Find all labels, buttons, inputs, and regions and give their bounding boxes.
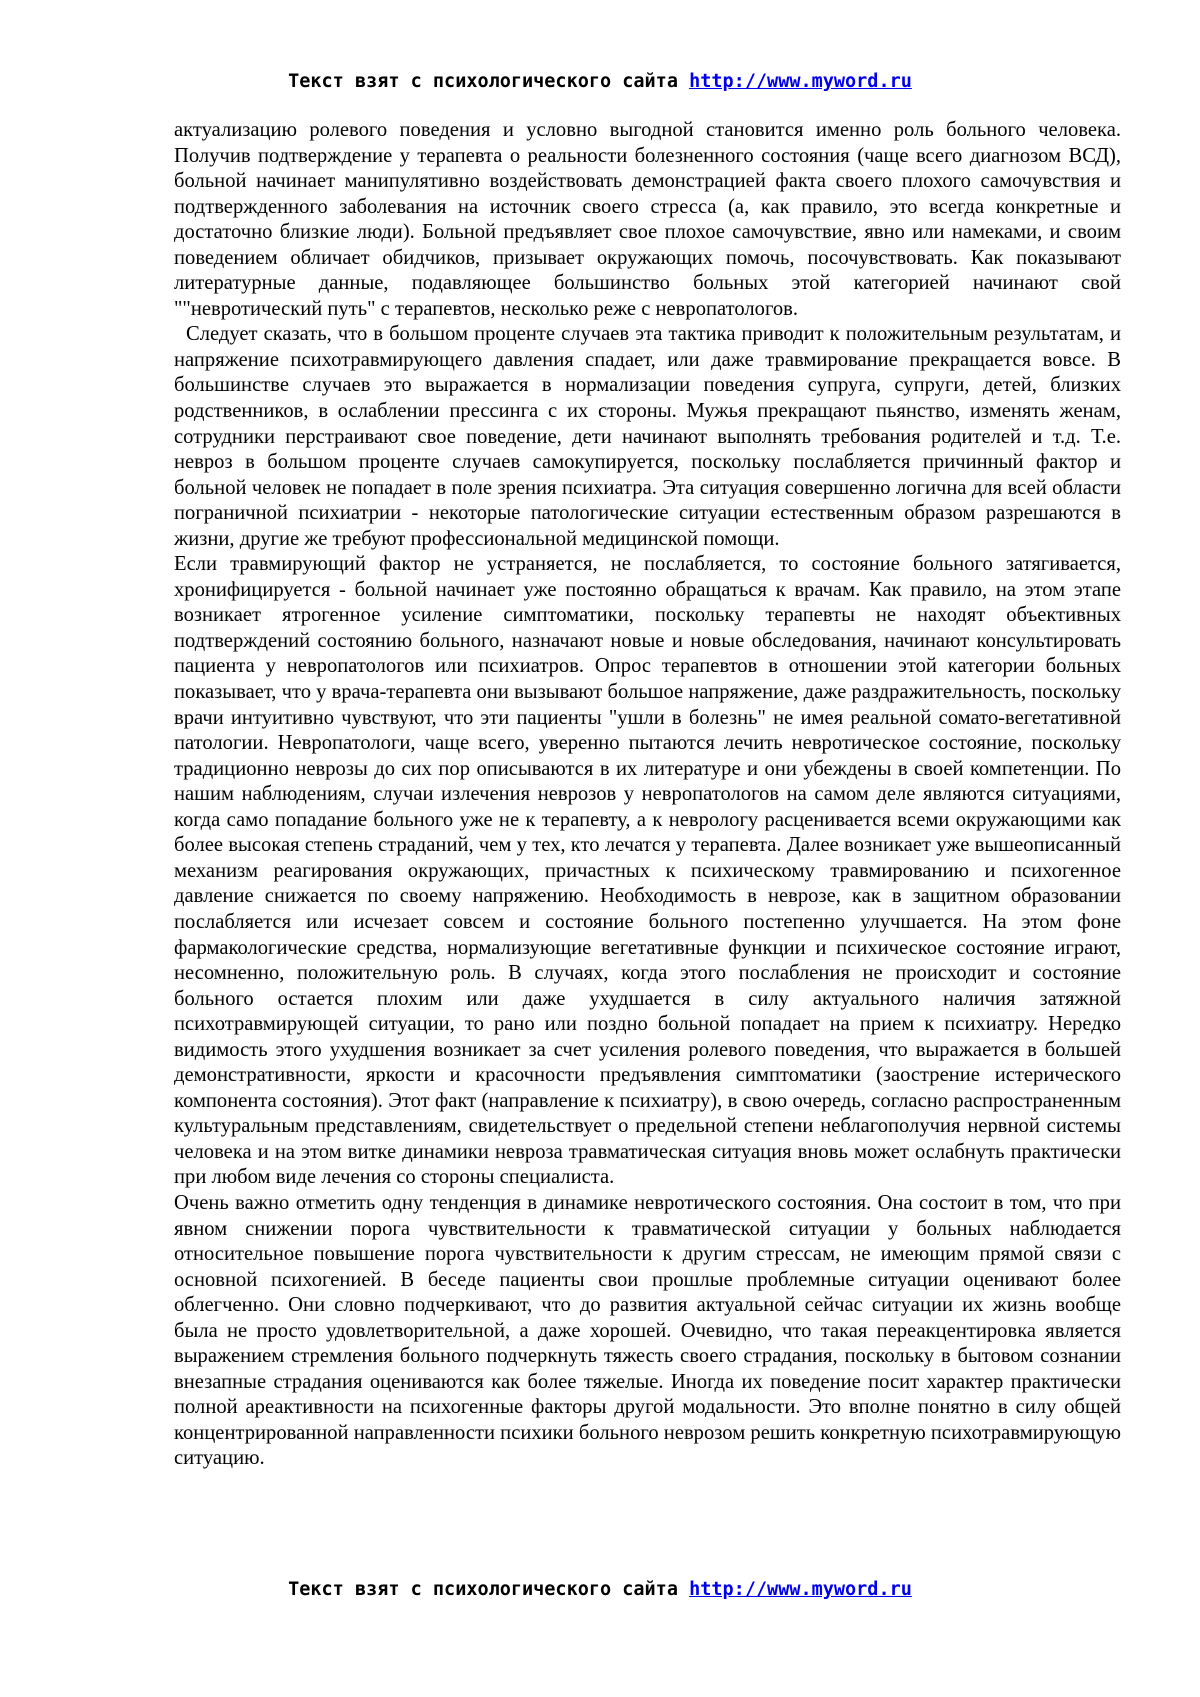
paragraph-3: Если травмирующий фактор не устраняется, не послабляется, то состояние больного затягивается, хронифицируется - больной начинает уже постоянно обращаться к врачам. Как правило, на этом этапе возникает ятрогенное усиление симптоматики, поскольку терапевты не находят объективных подтверждений состоянию больного, назначают новые и новые обследования, начинают консультировать пациента у невропатологов или психиатров. Опрос терапевтов в отношении этой категории больных показывает, что у врача-терапевта они вызывают большое напряжение, даже раздражительность, поскольку врачи интуитивно чувствуют, что эти пациенты "ушли в болезнь" не имея реальной сомато-вегетативной патологии. Невропатологи, чаще всего, уверенно пытаются лечить невротическое состояние, поскольку традиционно неврозы до сих пор описываются в их литературе и они убеждены в своей компетенции. По нашим наблюдениям, случаи излечения неврозов у невропатологов на самом деле являются ситуациями, когда само попадание больного уже не к терапевту, а к неврологу расценивается всеми окружающими как более высокая степень страданий, чем у тех, кто лечатся у терапевта. Далее возникает уже вышеописанный механизм реагирования окружающих, причастных к психическому травмированию и психогенное давление снижается по своему напряжению. Необходимость в неврозе, как в защитном образовании послабляется или исчезает совсем и состояние больного постепенно улучшается. На этом фоне фармакологические средства, нормализующие вегетативные функции и психическое состояние играют, несомненно, положительную роль. В случаях, когда этого послабления не происходит и состояние больного остается плохим или даже ухудшается в силу актуального наличия затяжной психотравмирующей ситуации, то рано или поздно больной попадает на прием к психиатру. Нередко видимость этого ухудшения возникает за счет усиления ролевого поведения, что выражается в большей демонстративности, яркости и красочности предъявления симптоматики (заострение истерического компонента состояния). Этот факт (направление к психиатру), в свою очередь, согласно распространенным культуральным представлениям, свидетельствует о предельной степени неблагополучия нервной системы человека и на этом витке динамики невроза травматическая ситуация вновь может ослабнуть практически при любом виде лечения со стороны специалиста. — [174, 553, 1121, 1189]
paragraph-4: Очень важно отметить одну тенденция в динамике невротического состояния. Она состоит в том, что при явном снижении порога чувствительности к травматической ситуации у больных наблюдается относительное повышение порога чувствительности к другим стрессам, не имеющим прямой связи с основной психогенией. В беседе пациенты свои прошлые проблемные ситуации оценивают более облегченно. Они словно подчеркивают, что до развития актуальной сейчас ситуации их жизнь вообще была не просто удовлетворительной, а даже хорошей. Очевидно, что такая переакцентировка является выражением стремления больного подчеркнуть тяжесть своего страдания, поскольку в бытовом сознании внезапные страдания оцениваются как более тяжелые. Иногда их поведение посит характер практически полной ареактивности на психогенные факторы другой модальности. Это вполне понятно в силу общей концентрированной направленности психики больного неврозом решить конкретную психотравмирующую ситуацию. — [174, 1191, 1121, 1470]
header-text: Текст взят с психологического сайта — [288, 71, 678, 92]
footer-site-link[interactable]: http://www.myword.ru — [689, 1579, 912, 1600]
footer-text: Текст взят с психологического сайта — [288, 1579, 678, 1600]
header-site-link[interactable]: http://www.myword.ru — [689, 71, 912, 92]
footer-banner — [0, 1578, 1200, 1602]
header-banner — [0, 70, 1200, 94]
article-body — [174, 118, 1121, 1472]
paragraph-2: Следует сказать, что в большом проценте случаев эта тактика приводит к положительным результатам, и напряжение психотравмирующего давления спадает, или даже травмирование прекращается вовсе. В большинстве случаев это выражается в нормализации поведения супруга, супруги, детей, близких родственников, в ослаблении прессинга с их стороны. Мужья прекращают пьянство, изменять женам, сотрудники перстраивают свое поведение, дети начинают выполнять требования родителей и т.д. Т.е. невроз в большом проценте случаев самокупируется, поскольку послабляется причинный фактор и больной человек не попадает в поле зрения психиатра. Эта ситуация совершенно логична для всей области пограничной психиатрии - некоторые патологические ситуации естественным образом разрешаются в жизни, другие же требуют профессиональной медицинской помощи. — [174, 323, 1121, 550]
paragraph-1: актуализацию ролевого поведения и условно выгодной становится именно роль больного человека. Получив подтверждение у терапевта о реальности болезненного состояния (чаще всего диагнозом ВСД), больной начинает манипулятивно воздействовать демонстрацией факта своего плохого самочувствия и подтвержденного заболевания на источник своего стресса (а, как правило, это всегда конкретные и достаточно близкие люди). Больной предъявляет свое плохое самочувствие, явно или намеками, и своим поведением обличает обидчиков, призывает окружающих помочь, посочувствовать. Как показывают литературные данные, подавляющее большинство больных этой категорией начинают свой ""невротический путь" с терапевтов, несколько реже с невропатологов. — [174, 119, 1121, 320]
